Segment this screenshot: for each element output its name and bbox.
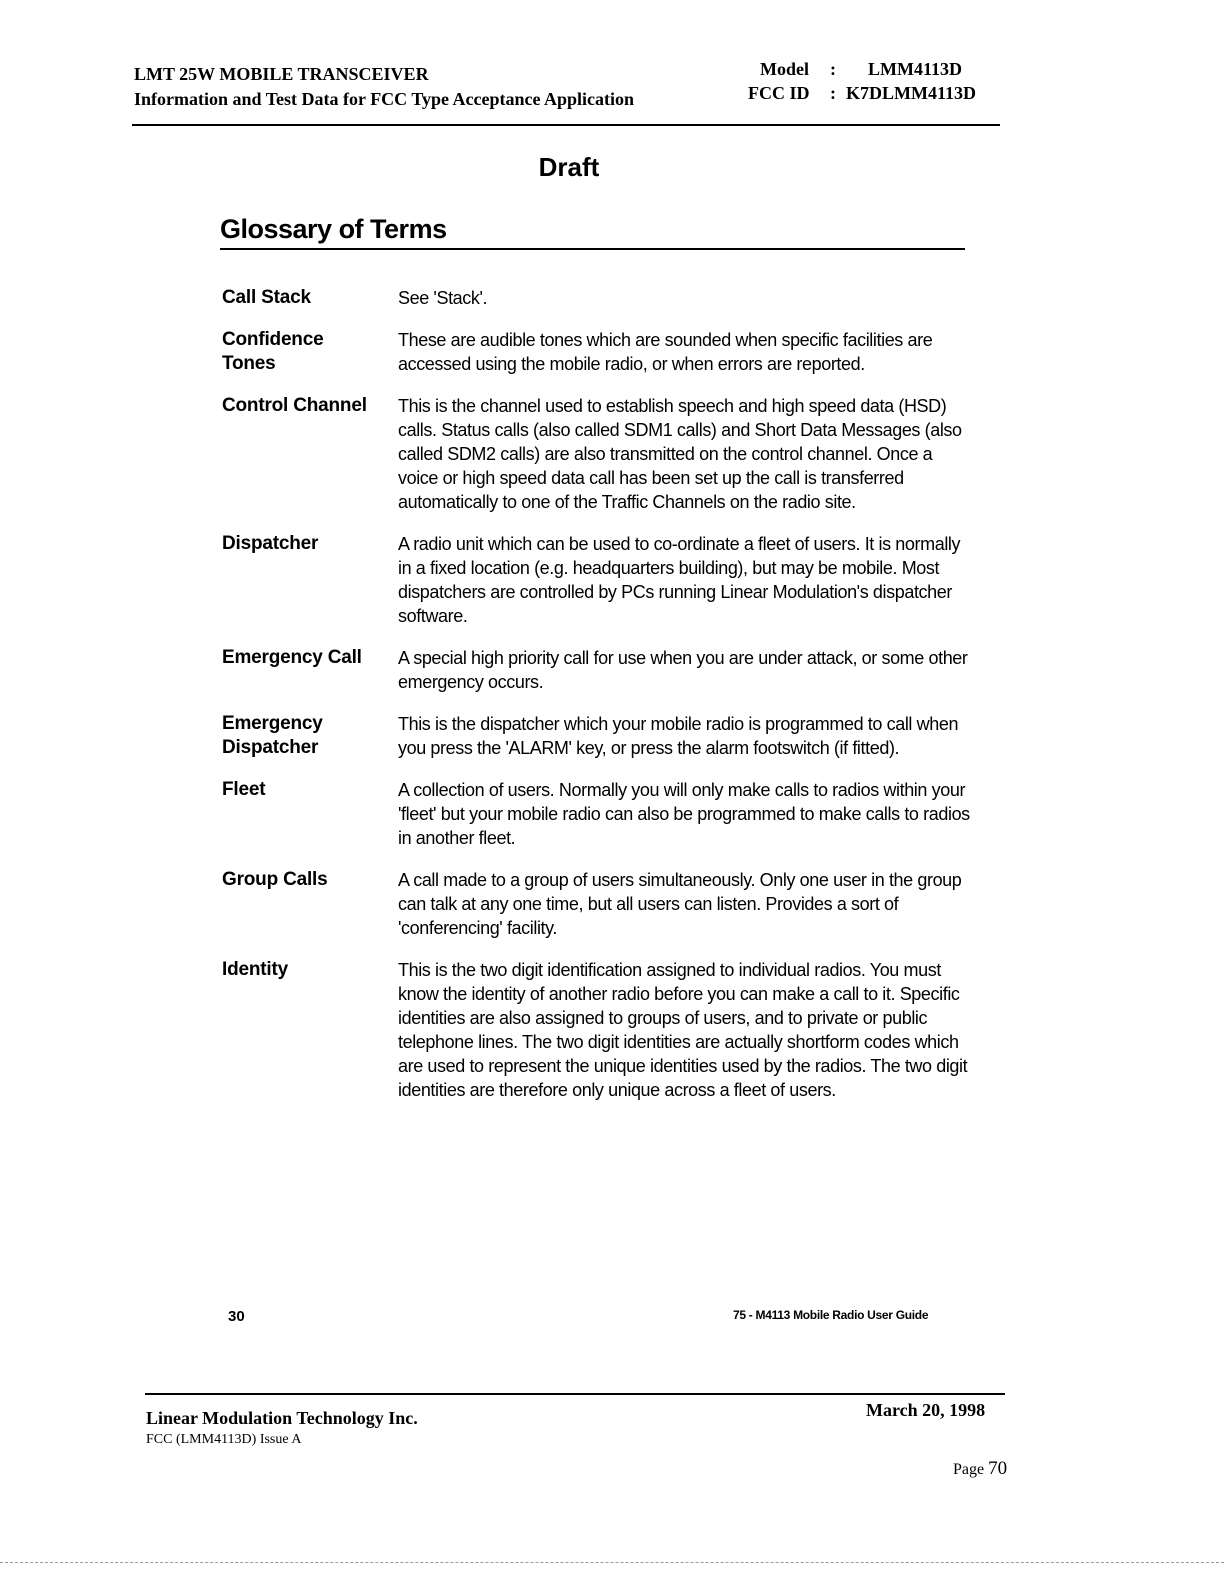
header-title-line1: LMT 25W MOBILE TRANSCEIVER: [134, 64, 429, 84]
section-title: Glossary of Terms: [220, 214, 447, 244]
model-row: [748, 57, 976, 81]
glossary-term: Dispatcher: [222, 533, 319, 554]
glossary-definition: A radio unit which can be used to co-ordinate a fleet of users. It is normally in a fixed location (e.g. headquarters building), but may be mobile. Most dispatchers are controlled by PCs running Linear Modulation's dispatcher software.: [398, 534, 961, 626]
glossary-definition: A collection of users. Normally you will only make calls to radios within your 'fleet' but your mobile radio can also be programmed to make calls to radios in another fleet.: [398, 780, 970, 848]
glossary-entry: [222, 958, 972, 1102]
inner-page-number: 30: [228, 1308, 245, 1325]
document-header-title: [134, 62, 634, 112]
glossary-definition: This is the channel used to establish speech and high speed data (HSD) calls. Status calls (also called SDM1 calls) and Short Data Messages (also called SDM2 calls) are also transmitted on the control channel. Once a voice or high speed data call has been set up the call is transferred automatically to one of the Traffic Channels on the radio site.: [398, 396, 962, 512]
glossary-term: Emergency Dispatcher: [222, 713, 323, 758]
glossary-entry: [222, 868, 972, 940]
document-header-ids: [748, 57, 976, 105]
inner-guide-title: 75 - M4113 Mobile Radio User Guide: [733, 1308, 929, 1322]
glossary-list: [222, 286, 972, 1120]
glossary-definition: A special high priority call for use when you are under attack, or some other emergency occurs.: [398, 648, 968, 692]
footer-page-number: 70: [988, 1458, 1008, 1479]
glossary-term: Fleet: [222, 779, 266, 800]
glossary-term: Call Stack: [222, 287, 311, 308]
footer-divider: [145, 1393, 1005, 1395]
header-title-line2: Information and Test Data for FCC Type Acceptance Application: [134, 89, 635, 109]
glossary-term: Identity: [222, 959, 288, 980]
footer-company: Linear Modulation Technology Inc.: [146, 1408, 418, 1428]
glossary-term: Control Channel: [222, 395, 367, 416]
glossary-definition: A call made to a group of users simultaneously. Only one user in the group can talk at any one time, but all users can listen. Provides a sort of 'conferencing' facility.: [398, 870, 962, 938]
glossary-entry: [222, 286, 972, 310]
glossary-term: Emergency Call: [222, 647, 362, 668]
glossary-entry: [222, 394, 972, 514]
section-divider: [220, 248, 965, 250]
glossary-entry: [222, 646, 972, 694]
footer-date: March 20, 1998: [866, 1400, 986, 1420]
model-separator: :: [830, 59, 836, 79]
footer-page: [953, 1458, 1007, 1480]
glossary-term: Group Calls: [222, 869, 328, 890]
glossary-entry: [222, 778, 972, 850]
glossary-definition: This is the dispatcher which your mobile radio is programmed to call when you press the 'ALARM' key, or press the alarm footswitch (if fitted).: [398, 714, 959, 758]
glossary-entry: [222, 532, 972, 628]
glossary-definition: This is the two digit identification assigned to individual radios. You must know the identity of another radio before you can make a call to it. Specific identities are also assigned to groups of users, and to private or public telephone lines. The two digit identities are actually shortform codes which are used to represent the unique identities used by the radios. The two digit identities are therefore only unique across a fleet of users.: [398, 960, 968, 1100]
fccid-value: K7DLMM4113D: [846, 83, 976, 103]
glossary-definition: These are audible tones which are sounded when specific facilities are accessed using the mobile radio, or when errors are reported.: [398, 330, 933, 374]
glossary-entry: [222, 712, 972, 760]
glossary-entry: [222, 328, 972, 376]
glossary-definition: See 'Stack'.: [398, 288, 488, 308]
model-value: LMM4113D: [868, 59, 962, 79]
scan-bottom-edge: [0, 1562, 1224, 1563]
header-divider: [132, 124, 1000, 126]
draft-label: Draft: [538, 152, 600, 182]
model-label: Model: [760, 59, 809, 79]
fccid-separator: :: [830, 83, 836, 103]
footer-issue: FCC (LMM4113D) Issue A: [146, 1432, 302, 1447]
footer-page-label: Page: [953, 1461, 985, 1478]
glossary-term: Confidence Tones: [222, 329, 324, 374]
fccid-label: FCC ID: [748, 83, 810, 103]
fccid-row: [748, 81, 976, 105]
